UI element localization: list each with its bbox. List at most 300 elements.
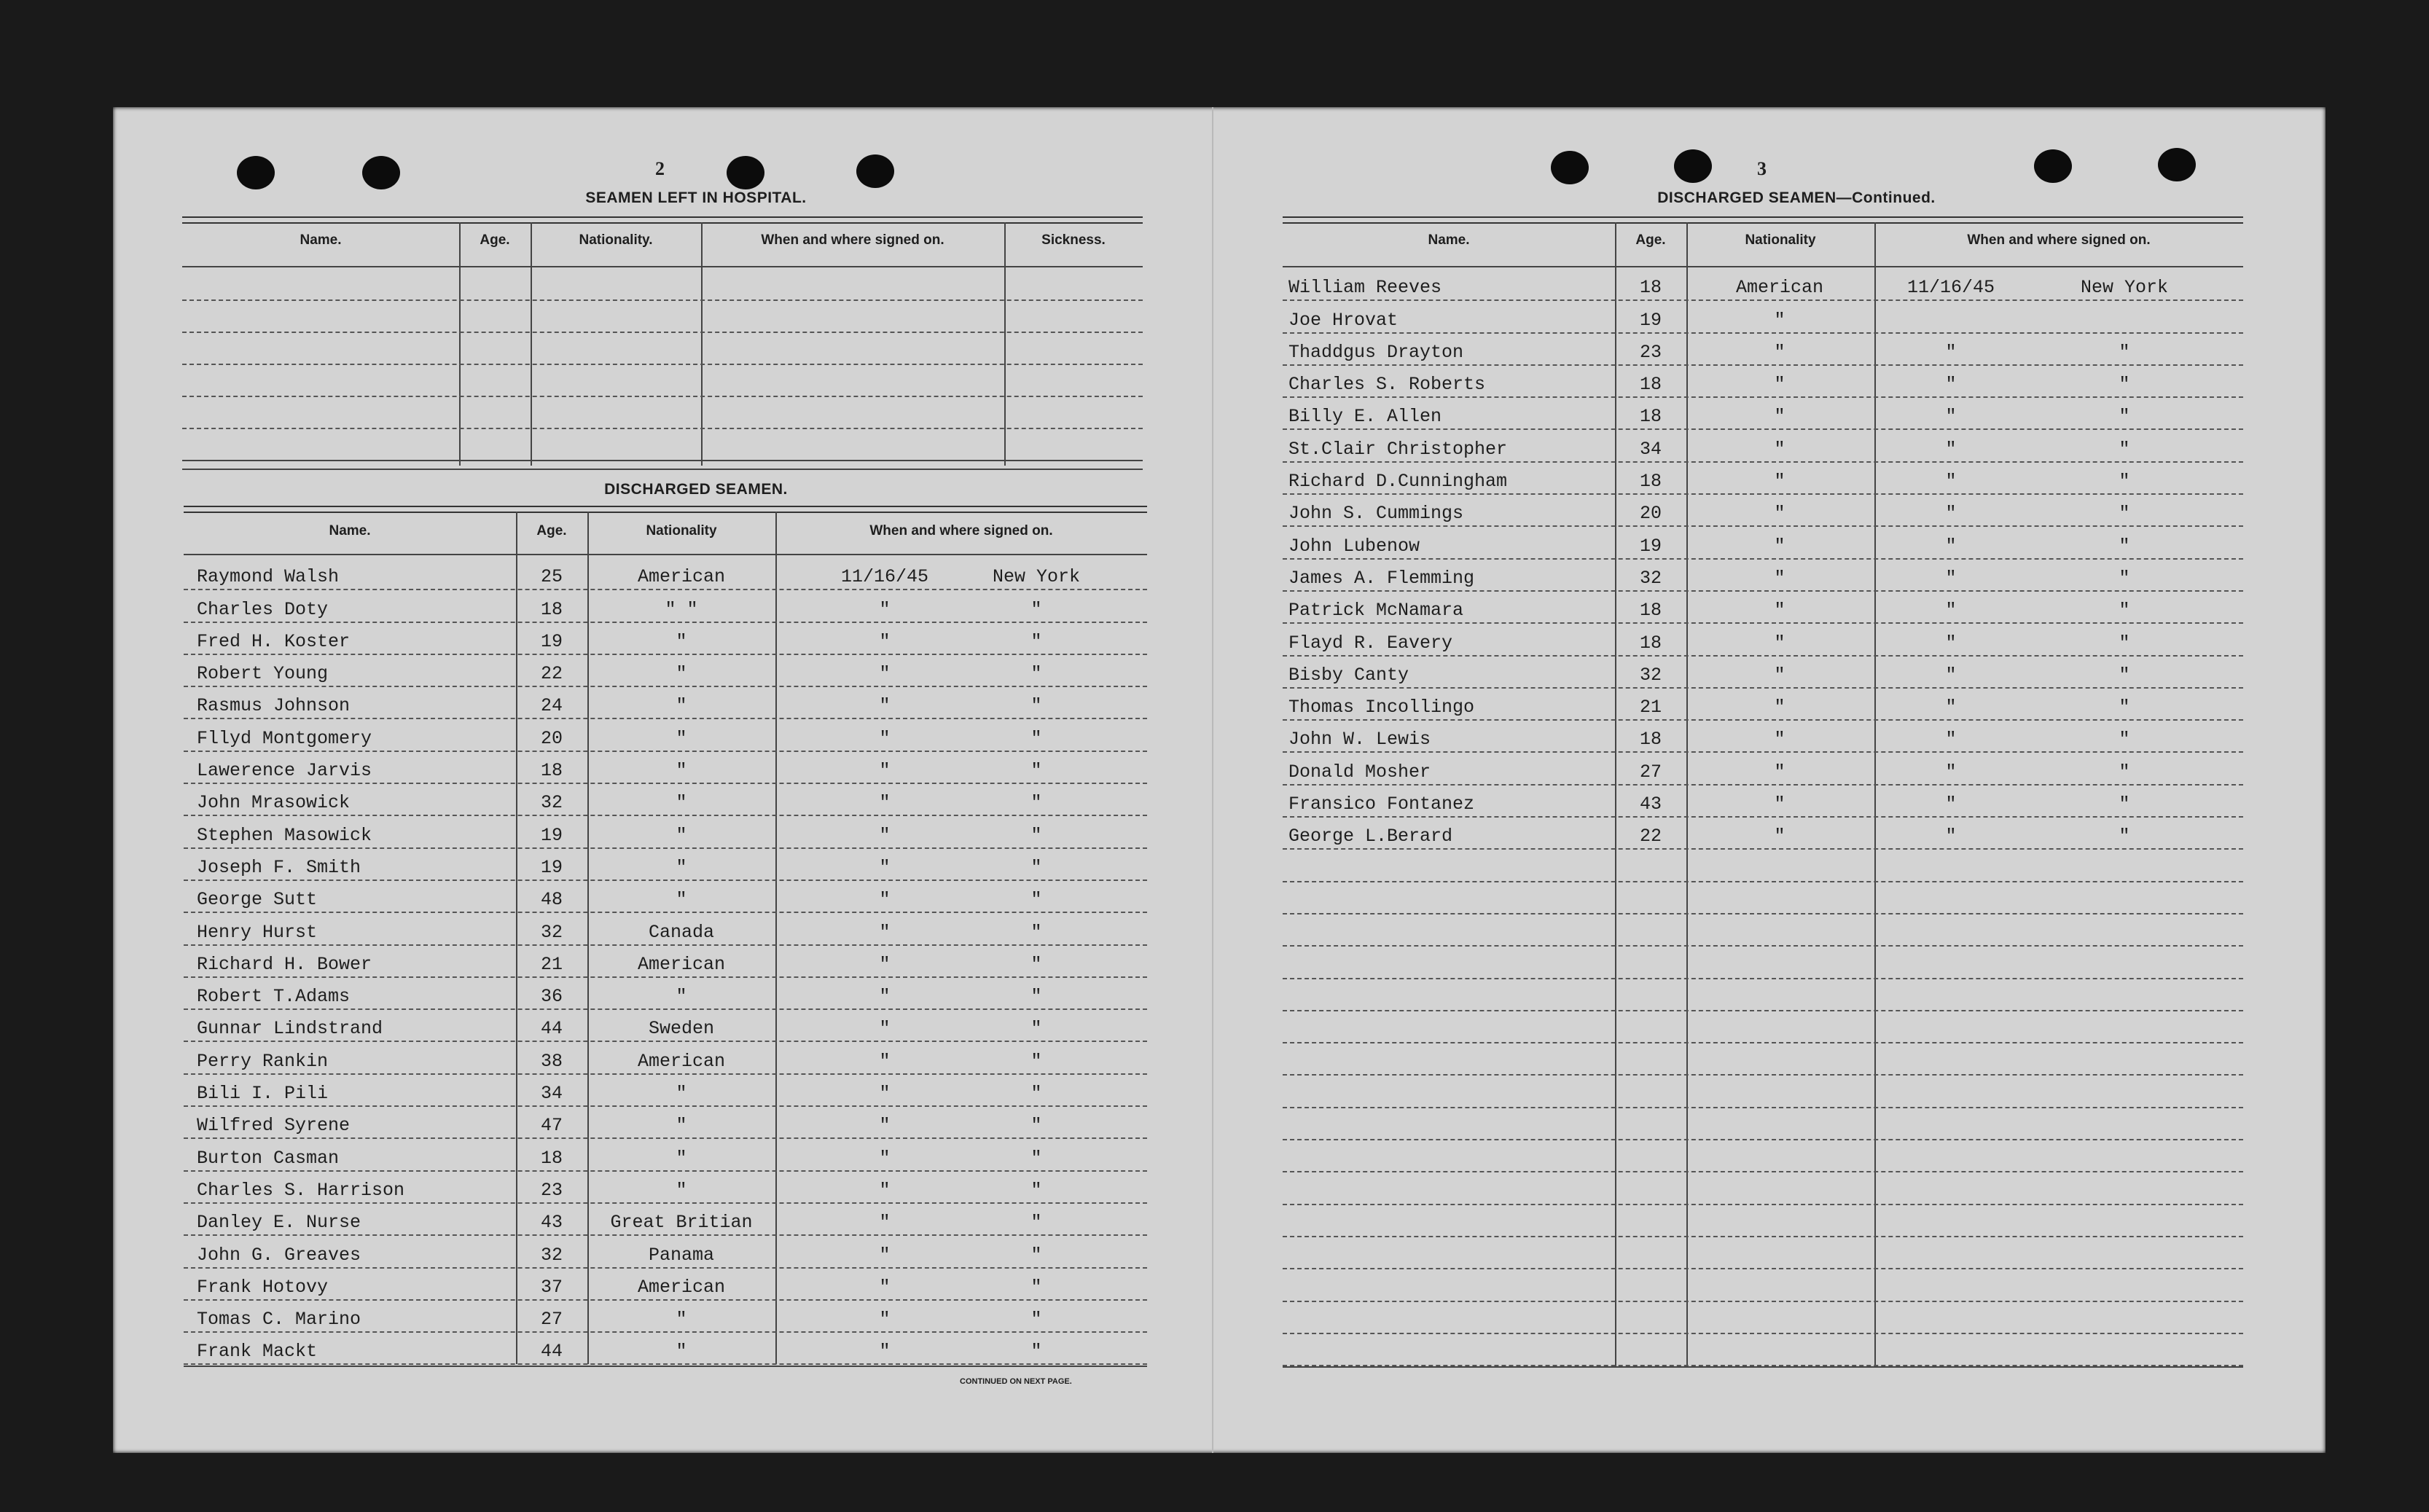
cell-age: 36	[540, 986, 563, 1008]
cell-nationality: "	[1774, 600, 1785, 622]
table-row	[1283, 816, 2243, 850]
table-row	[184, 1170, 1147, 1204]
cell-place: "	[2119, 729, 2130, 751]
cell-name: St.Clair Christopher	[1288, 438, 1508, 460]
cell-name: James A. Flemming	[1288, 567, 1475, 589]
cell-nationality: "	[676, 663, 687, 685]
cell-place: "	[1030, 1276, 1042, 1298]
table-row	[184, 783, 1147, 816]
table-row	[184, 1299, 1147, 1333]
cell-place: "	[1030, 1341, 1042, 1363]
cell-age: 43	[540, 1212, 563, 1234]
cell-name: Robert Young	[197, 663, 329, 685]
cell-date: "	[879, 1083, 891, 1105]
cell-nationality: "	[676, 630, 687, 652]
cell-place: "	[1030, 986, 1042, 1008]
cell-place: "	[2119, 374, 2130, 396]
cell-nationality: "	[676, 760, 687, 782]
col-header-nationality: Nationality	[1745, 232, 1816, 248]
cell-name: Thomas Incollingo	[1288, 697, 1475, 718]
cell-nationality: "	[676, 1147, 687, 1169]
cell-place: "	[1030, 1147, 1042, 1169]
cell-date: "	[1945, 535, 1957, 557]
cell-place: "	[2119, 567, 2130, 589]
cell-name: William Reeves	[1288, 277, 1442, 299]
left-page	[113, 107, 1212, 1453]
cell-nationality: "	[1774, 761, 1785, 783]
empty-row	[1283, 1010, 2243, 1043]
cell-place: "	[2119, 438, 2130, 460]
col-header-age: Age.	[480, 232, 510, 248]
hospital-section-title: SEAMEN LEFT IN HOSPITAL.	[585, 189, 807, 206]
empty-row	[182, 332, 1143, 365]
cell-age: 18	[1639, 277, 1662, 299]
cell-date: "	[879, 695, 891, 717]
cell-place: "	[2119, 503, 2130, 525]
cell-nationality: "	[676, 986, 687, 1008]
table-row	[184, 847, 1147, 881]
cell-nationality: "	[676, 1341, 687, 1363]
cell-name: Thaddgus Drayton	[1288, 341, 1464, 363]
table-row	[1283, 364, 2243, 398]
table-row	[184, 880, 1147, 913]
cell-age: 19	[540, 824, 563, 846]
cell-date: "	[879, 856, 891, 878]
cell-date: "	[879, 1115, 891, 1137]
empty-row	[1283, 913, 2243, 947]
cell-name: Donald Mosher	[1288, 761, 1431, 783]
cell-place: "	[1030, 1018, 1042, 1040]
col-header-name: Name.	[329, 523, 371, 538]
cell-nationality: "	[1774, 697, 1785, 718]
cell-age: 44	[540, 1018, 563, 1040]
cell-age: 18	[540, 598, 563, 620]
cell-age: 32	[540, 792, 563, 814]
document-sheet	[113, 107, 2326, 1453]
cell-nationality: "	[676, 1179, 687, 1201]
cell-date: "	[879, 1309, 891, 1331]
cell-age: 18	[540, 1147, 563, 1169]
table-row	[184, 1008, 1147, 1042]
cell-name: Billy E. Allen	[1288, 406, 1442, 428]
cell-name: John Mrasowick	[197, 792, 351, 814]
cell-name: Lawerence Jarvis	[197, 760, 372, 782]
cell-place: "	[1030, 760, 1042, 782]
cell-age: 43	[1639, 794, 1662, 815]
cell-name: Richard D.Cunningham	[1288, 471, 1508, 493]
col-header-name: Name.	[1428, 232, 1470, 248]
cell-nationality: Sweden	[648, 1018, 714, 1040]
empty-row	[1283, 1268, 2243, 1301]
cell-date: "	[1945, 406, 1957, 428]
cell-age: 19	[1639, 535, 1662, 557]
cell-date: 11/16/45	[1906, 277, 1995, 299]
empty-row	[182, 267, 1143, 301]
col-header-sickness: Sickness.	[1041, 232, 1106, 248]
cell-nationality: "	[1774, 794, 1785, 815]
table-row	[184, 815, 1147, 848]
cell-name: Robert T.Adams	[197, 986, 351, 1008]
col-header-age: Age.	[536, 523, 567, 538]
cell-name: Bisby Canty	[1288, 664, 1409, 686]
cell-date: "	[879, 1179, 891, 1201]
cell-age: 22	[1639, 826, 1662, 847]
empty-row	[1283, 1107, 2243, 1140]
table-row	[184, 1105, 1147, 1139]
cell-age: 21	[1639, 697, 1662, 718]
cell-date: "	[879, 760, 891, 782]
cell-date: "	[879, 1147, 891, 1169]
cell-nationality: "	[676, 824, 687, 846]
empty-row	[182, 428, 1143, 461]
cell-name: Gunnar Lindstrand	[197, 1018, 383, 1040]
continued-note: CONTINUED ON NEXT PAGE.	[960, 1377, 1072, 1386]
cell-place: "	[1030, 598, 1042, 620]
cell-date: "	[879, 1212, 891, 1234]
cell-name: George L.Berard	[1288, 826, 1453, 847]
col-header-signed-on: When and where signed on.	[1967, 232, 2151, 248]
cell-name: John G. Greaves	[197, 1244, 361, 1266]
empty-row	[1283, 1139, 2243, 1172]
cell-date: "	[879, 663, 891, 685]
cell-nationality: "	[1774, 406, 1785, 428]
cell-age: 25	[540, 566, 563, 588]
cell-age: 38	[540, 1050, 563, 1072]
table-row	[1283, 525, 2243, 559]
table-row	[184, 1234, 1147, 1268]
cell-name: John W. Lewis	[1288, 729, 1431, 751]
table-row	[1283, 493, 2243, 527]
cell-nationality: "	[1774, 729, 1785, 751]
cell-name: George Sutt	[197, 889, 318, 911]
table-row	[1283, 655, 2243, 689]
table-row	[184, 751, 1147, 784]
empty-row	[1283, 1075, 2243, 1108]
cell-nationality: "	[1774, 374, 1785, 396]
cell-age: 19	[540, 630, 563, 652]
cell-date: "	[1945, 471, 1957, 493]
cell-place: "	[2119, 697, 2130, 718]
cell-date: "	[879, 1018, 891, 1040]
cell-nationality: "	[676, 1115, 687, 1137]
cell-place: "	[1030, 1115, 1042, 1137]
page-number: 2	[655, 158, 665, 179]
cell-date: "	[1945, 600, 1957, 622]
cell-date: "	[879, 1276, 891, 1298]
cell-nationality: Great Britian	[610, 1212, 753, 1234]
cell-name: Charles S. Roberts	[1288, 374, 1486, 396]
cell-nationality: "	[676, 695, 687, 717]
cell-name: Bili I. Pili	[197, 1083, 329, 1105]
table-row	[184, 1041, 1147, 1075]
col-header-nationality: Nationality	[646, 523, 717, 538]
cell-age: 19	[540, 856, 563, 878]
table-row	[1283, 752, 2243, 786]
table-row	[1283, 784, 2243, 818]
cell-age: 37	[540, 1276, 563, 1298]
cell-name: Rasmus Johnson	[197, 695, 351, 717]
cell-nationality: American	[637, 566, 726, 588]
cell-date: "	[1945, 374, 1957, 396]
col-header-age: Age.	[1635, 232, 1666, 248]
cell-date: "	[879, 953, 891, 975]
cell-date: "	[879, 889, 891, 911]
table-row	[184, 976, 1147, 1010]
empty-row	[1283, 1236, 2243, 1269]
cell-place: "	[1030, 1244, 1042, 1266]
cell-date: "	[879, 792, 891, 814]
cell-name: Fllyd Montgomery	[197, 727, 372, 749]
cell-age: 18	[1639, 600, 1662, 622]
cell-nationality: "	[676, 856, 687, 878]
cell-nationality: "	[676, 1309, 687, 1331]
cell-place: "	[1030, 1050, 1042, 1072]
cell-place: "	[1030, 1212, 1042, 1234]
cell-nationality: American	[637, 1276, 726, 1298]
cell-nationality: "	[676, 889, 687, 911]
cell-date: 11/16/45	[840, 566, 929, 588]
cell-nationality: "	[676, 727, 687, 749]
cell-age: 32	[540, 921, 563, 943]
col-header-name: Name.	[300, 232, 342, 248]
cell-name: Fred H. Koster	[197, 630, 351, 652]
cell-name: Richard H. Bower	[197, 953, 372, 975]
cell-date: "	[879, 1244, 891, 1266]
table-row	[1283, 590, 2243, 624]
cell-name: Patrick McNamara	[1288, 600, 1464, 622]
empty-row	[1283, 881, 2243, 914]
empty-row	[1283, 1042, 2243, 1076]
table-row	[1283, 396, 2243, 430]
cell-age: 18	[1639, 729, 1662, 751]
cell-nationality: Panama	[648, 1244, 714, 1266]
cell-nationality: "	[676, 1083, 687, 1105]
empty-row	[1283, 978, 2243, 1011]
cell-place: "	[1030, 727, 1042, 749]
cell-nationality: "	[1774, 632, 1785, 654]
cell-nationality: "	[1774, 341, 1785, 363]
cell-date: "	[1945, 794, 1957, 815]
cell-name: Henry Hurst	[197, 921, 318, 943]
cell-age: 18	[1639, 471, 1662, 493]
table-row	[1283, 299, 2243, 333]
table-row	[184, 557, 1147, 590]
cell-place: "	[1030, 1309, 1042, 1331]
cell-nationality: American	[637, 1050, 726, 1072]
cell-name: Flayd R. Eavery	[1288, 632, 1453, 654]
table-row	[184, 589, 1147, 622]
cell-place: "	[2119, 664, 2130, 686]
cell-place: "	[1030, 953, 1042, 975]
cell-name: Wilfred Syrene	[197, 1115, 351, 1137]
cell-name: Frank Hotovy	[197, 1276, 329, 1298]
cell-place: "	[1030, 889, 1042, 911]
discharged-section-title: DISCHARGED SEAMEN.	[604, 481, 788, 498]
cell-nationality: "	[1774, 664, 1785, 686]
cell-age: 22	[540, 663, 563, 685]
cell-nationality: "	[1774, 438, 1785, 460]
cell-date: "	[1945, 697, 1957, 718]
table-row	[1283, 429, 2243, 463]
cell-name: John S. Cummings	[1288, 503, 1464, 525]
cell-age: 20	[540, 727, 563, 749]
col-header-nationality: Nationality.	[579, 232, 653, 248]
cell-date: "	[1945, 503, 1957, 525]
cell-name: Burton Casman	[197, 1147, 340, 1169]
cell-age: 24	[540, 695, 563, 717]
cell-date: "	[879, 1341, 891, 1363]
cell-nationality: "	[1774, 309, 1785, 331]
table-row	[1283, 332, 2243, 366]
table-row	[1283, 558, 2243, 592]
table-row	[184, 1137, 1147, 1171]
cell-name: Stephen Masowick	[197, 824, 372, 846]
cell-age: 27	[540, 1309, 563, 1331]
cell-nationality: " "	[665, 598, 698, 620]
cell-date: "	[879, 630, 891, 652]
cell-name: Danley E. Nurse	[197, 1212, 361, 1234]
cell-age: 47	[540, 1115, 563, 1137]
cell-place: "	[1030, 1179, 1042, 1201]
empty-row	[182, 364, 1143, 397]
table-row	[184, 1073, 1147, 1107]
cell-age: 18	[1639, 632, 1662, 654]
table-row	[1283, 687, 2243, 721]
cell-name: Joseph F. Smith	[197, 856, 361, 878]
cell-place: "	[2119, 535, 2130, 557]
table-row	[184, 1202, 1147, 1236]
cell-date: "	[1945, 632, 1957, 654]
discharged-continued-title: DISCHARGED SEAMEN—Continued.	[1657, 189, 1936, 206]
cell-nationality: Canada	[648, 921, 714, 943]
cell-age: 34	[1639, 438, 1662, 460]
cell-age: 18	[1639, 406, 1662, 428]
cell-place: "	[1030, 663, 1042, 685]
table-row	[184, 1267, 1147, 1301]
cell-place: "	[2119, 341, 2130, 363]
empty-row	[1283, 1171, 2243, 1204]
cell-place: "	[2119, 761, 2130, 783]
table-row	[184, 912, 1147, 945]
cell-age: 32	[1639, 567, 1662, 589]
cell-date: "	[879, 1050, 891, 1072]
table-row	[184, 718, 1147, 752]
cell-age: 21	[540, 953, 563, 975]
col-header-signed-on: When and where signed on.	[869, 523, 1053, 538]
cell-name: Fransico Fontanez	[1288, 794, 1475, 815]
cell-nationality: "	[1774, 826, 1785, 847]
empty-row	[182, 396, 1143, 429]
cell-date: "	[1945, 761, 1957, 783]
cell-age: 32	[540, 1244, 563, 1266]
cell-nationality: "	[676, 792, 687, 814]
cell-place: New York	[2080, 277, 2169, 299]
discharged-table	[184, 506, 1147, 1402]
empty-row	[1283, 848, 2243, 882]
cell-name: Raymond Walsh	[197, 566, 340, 588]
cell-date: "	[1945, 664, 1957, 686]
cell-age: 20	[1639, 503, 1662, 525]
cell-name: Tomas C. Marino	[197, 1309, 361, 1331]
empty-row	[182, 299, 1143, 333]
cell-place: "	[1030, 921, 1042, 943]
cell-place: "	[2119, 471, 2130, 493]
cell-date: "	[879, 727, 891, 749]
cell-place: "	[1030, 792, 1042, 814]
cell-age: 18	[540, 760, 563, 782]
table-row	[184, 654, 1147, 687]
cell-name: John Lubenow	[1288, 535, 1420, 557]
table-row	[1283, 622, 2243, 656]
cell-age: 19	[1639, 309, 1662, 331]
cell-place: "	[1030, 1083, 1042, 1105]
cell-place: "	[2119, 794, 2130, 815]
cell-place: New York	[992, 566, 1081, 588]
cell-age: 44	[540, 1341, 563, 1363]
cell-age: 32	[1639, 664, 1662, 686]
cell-date: "	[1945, 729, 1957, 751]
cell-age: 27	[1639, 761, 1662, 783]
cell-place: "	[1030, 856, 1042, 878]
cell-place: "	[2119, 632, 2130, 654]
table-row	[1283, 461, 2243, 495]
cell-place: "	[2119, 826, 2130, 847]
cell-date: "	[1945, 438, 1957, 460]
page-number: 3	[1757, 158, 1767, 179]
cell-name: Charles Doty	[197, 598, 329, 620]
cell-age: 18	[1639, 374, 1662, 396]
table-row	[1283, 719, 2243, 753]
cell-name: Joe Hrovat	[1288, 309, 1399, 331]
empty-row	[1283, 1301, 2243, 1334]
cell-place: "	[2119, 406, 2130, 428]
table-row	[1283, 267, 2243, 301]
cell-age: 34	[540, 1083, 563, 1105]
cell-place: "	[1030, 695, 1042, 717]
cell-age: 23	[1639, 341, 1662, 363]
right-page	[1213, 107, 2326, 1453]
col-header-signed-on: When and where signed on.	[761, 232, 944, 248]
cell-date: "	[1945, 341, 1957, 363]
cell-date: "	[879, 921, 891, 943]
cell-date: "	[1945, 826, 1957, 847]
cell-place: "	[1030, 824, 1042, 846]
discharged-continued-table	[1283, 216, 2243, 1404]
cell-place: "	[1030, 630, 1042, 652]
cell-nationality: "	[1774, 503, 1785, 525]
cell-date: "	[1945, 567, 1957, 589]
cell-age: 48	[540, 889, 563, 911]
table-row	[184, 1331, 1147, 1365]
cell-date: "	[879, 986, 891, 1008]
cell-nationality: "	[1774, 567, 1785, 589]
cell-age: 23	[540, 1179, 563, 1201]
cell-name: Charles S. Harrison	[197, 1179, 405, 1201]
table-row	[184, 622, 1147, 655]
empty-row	[1283, 1204, 2243, 1237]
cell-place: "	[2119, 600, 2130, 622]
cell-nationality: American	[637, 953, 726, 975]
empty-row	[1283, 945, 2243, 979]
cell-name: Frank Mackt	[197, 1341, 318, 1363]
cell-nationality: "	[1774, 535, 1785, 557]
table-row	[184, 686, 1147, 719]
table-row	[184, 944, 1147, 978]
cell-date: "	[879, 598, 891, 620]
cell-name: Perry Rankin	[197, 1050, 329, 1072]
empty-row	[1283, 1333, 2243, 1366]
cell-date: "	[879, 824, 891, 846]
